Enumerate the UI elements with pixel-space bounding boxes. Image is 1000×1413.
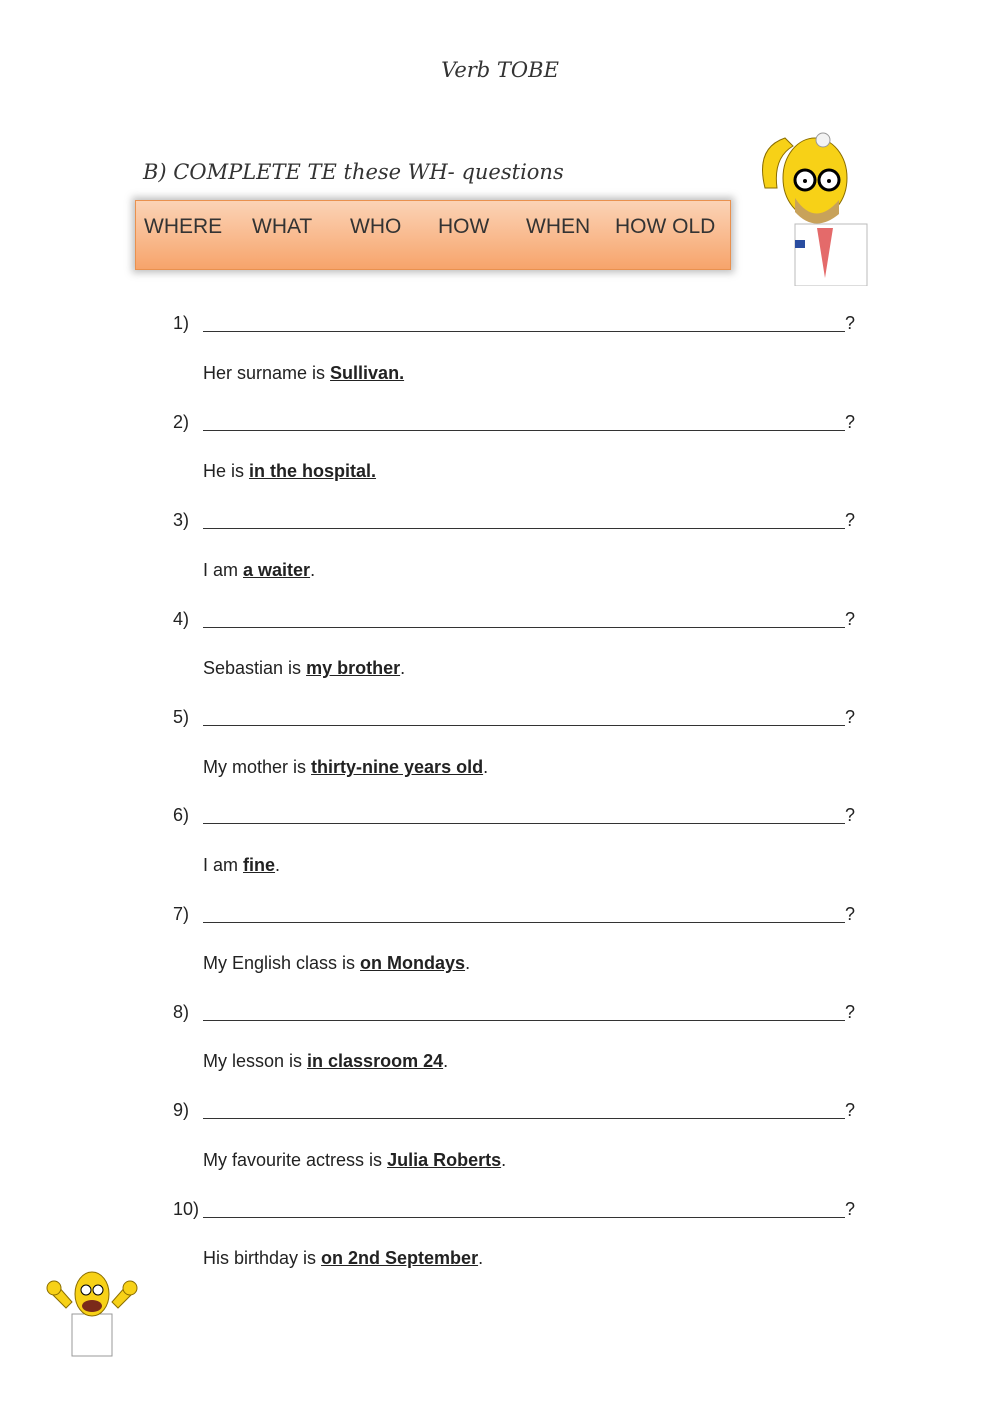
question-mark: ?	[845, 510, 856, 530]
question-number: 9)	[173, 1100, 190, 1120]
question-number: 1)	[173, 313, 190, 333]
answer-blank-line[interactable]	[203, 510, 845, 529]
question-mark: ?	[845, 1100, 856, 1120]
question-number: 6)	[173, 805, 190, 825]
question-number: 2)	[173, 412, 190, 432]
word-bank-item: WHO	[350, 215, 402, 238]
homer-thinking-illustration	[755, 128, 870, 286]
question-mark: ?	[845, 1002, 856, 1022]
answer-blank-line[interactable]	[203, 609, 845, 628]
question-mark: ?	[845, 412, 856, 432]
question-mark: ?	[845, 904, 856, 924]
answer-sentence: My English class is on Mondays.	[203, 953, 471, 973]
question-number: 7)	[173, 904, 190, 924]
word-bank-item: HOW	[438, 215, 490, 238]
word-bank-item: WHAT	[252, 215, 313, 238]
question-mark: ?	[845, 707, 856, 727]
answer-sentence: Sebastian is my brother.	[203, 658, 406, 678]
question-mark: ?	[845, 609, 856, 629]
answer-blank-line[interactable]	[203, 805, 845, 824]
word-bank-item: HOW OLD	[615, 215, 716, 238]
answer-blank-line[interactable]	[203, 707, 845, 726]
answer-sentence: His birthday is on 2nd September.	[203, 1248, 484, 1268]
question-mark: ?	[845, 1199, 856, 1219]
question-mark: ?	[845, 805, 856, 825]
exercise-instruction: B) COMPLETE TE these WH- questions	[143, 160, 564, 184]
answer-sentence: Her surname is Sullivan.	[203, 363, 405, 383]
question-number: 8)	[173, 1002, 190, 1022]
answer-blank-line[interactable]	[203, 313, 845, 332]
page-title: Verb TOBE	[441, 58, 559, 82]
question-number: 10)	[173, 1199, 200, 1219]
question-number: 3)	[173, 510, 190, 530]
question-number: 4)	[173, 609, 190, 629]
answer-sentence: My favourite actress is Julia Roberts.	[203, 1150, 507, 1170]
answer-blank-line[interactable]	[203, 1100, 845, 1119]
homer-cheering-illustration	[44, 1262, 140, 1358]
answer-blank-line[interactable]	[203, 1199, 845, 1218]
word-bank-box	[135, 200, 731, 270]
answer-sentence: My mother is thirty-nine years old.	[203, 757, 489, 777]
answer-blank-line[interactable]	[203, 412, 845, 431]
question-number: 5)	[173, 707, 190, 727]
answer-sentence: I am a waiter.	[203, 560, 316, 580]
question-mark: ?	[845, 313, 856, 333]
answer-sentence: My lesson is in classroom 24.	[203, 1051, 449, 1071]
word-bank-item: WHERE	[144, 215, 223, 238]
answer-sentence: I am fine.	[203, 855, 281, 875]
answer-sentence: He is in the hospital.	[203, 461, 377, 481]
answer-blank-line[interactable]	[203, 904, 845, 923]
word-bank-item: WHEN	[526, 215, 591, 238]
answer-blank-line[interactable]	[203, 1002, 845, 1021]
